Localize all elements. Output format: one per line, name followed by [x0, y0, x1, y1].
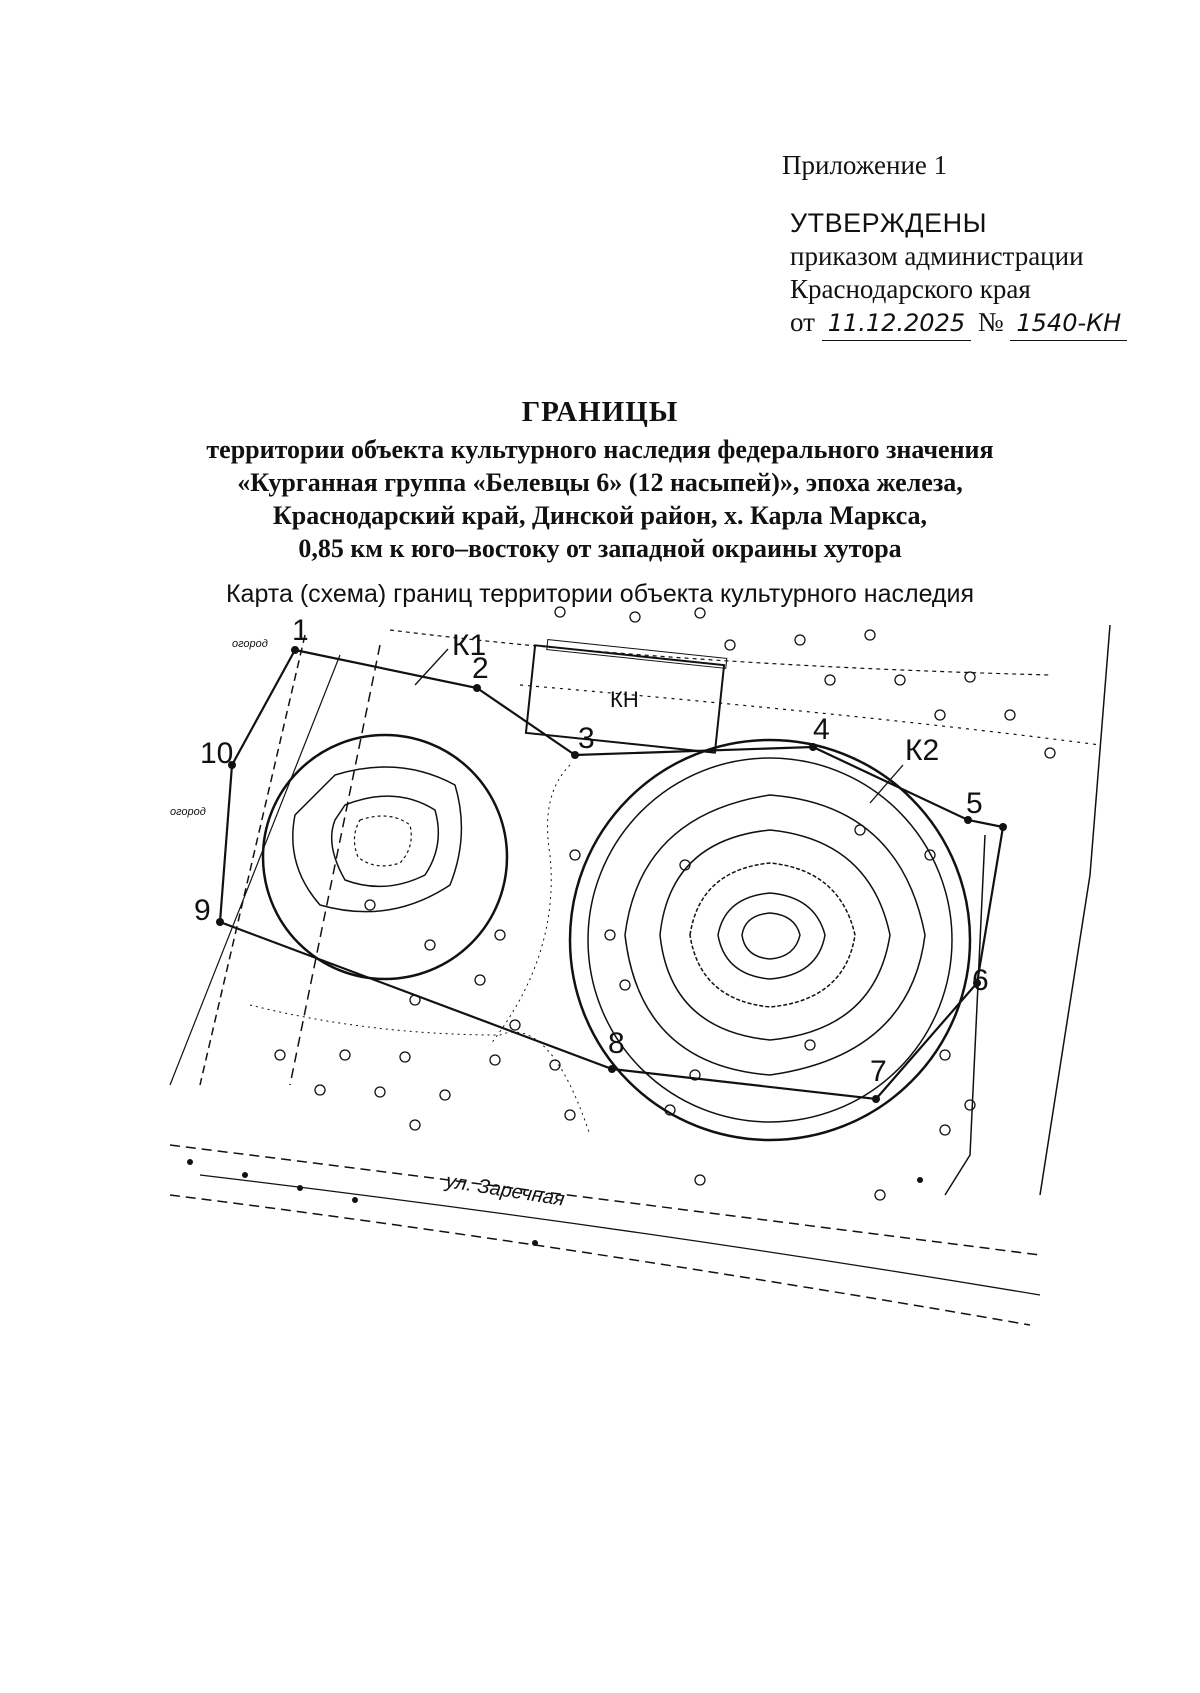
point-label-1: 1: [292, 614, 309, 647]
point-label-4: 4: [813, 713, 830, 746]
garden-label-2: огород: [170, 806, 206, 818]
mound-k2-label: К2: [905, 734, 940, 767]
point-label-3: 3: [578, 722, 595, 755]
date-number-line: [790, 306, 1127, 341]
title-line-3: Краснодарский край, Динской район, х. Карла Маркса,: [272, 501, 928, 530]
handwritten-number: 1540-КН: [1010, 307, 1127, 341]
east-fence: [1040, 625, 1110, 1195]
point-label-7: 7: [870, 1055, 887, 1088]
approved-heading: УТВЕРЖДЕНЫ: [790, 208, 987, 238]
boundary-map: [170, 614, 1140, 1365]
mound-k1-label: К1: [452, 629, 487, 662]
mound-k1-contour-1: [293, 767, 462, 912]
mound-k2-contour-2: [625, 795, 925, 1075]
east-fence-2: [945, 835, 985, 1195]
point-label-2: 2: [472, 652, 489, 685]
mound-k1-boundary: [263, 735, 507, 979]
path-dotted-1: [490, 765, 570, 1045]
date-prefix: от: [790, 307, 815, 337]
approved-line-1: приказом администрации: [790, 241, 1084, 271]
garden-label-1: огород: [232, 638, 268, 650]
mound-k2-contour-5: [718, 893, 825, 979]
title-line-1: территории объекта культурного наследия федерального значения: [206, 435, 994, 464]
point-label-10: 10: [200, 737, 234, 770]
point-label-8: 8: [608, 1027, 625, 1060]
document-title: [0, 396, 1200, 565]
map-caption: Карта (схема) границ территории объекта культурного наследия: [225, 580, 975, 608]
mound-k2-contour-6: [742, 913, 800, 959]
mound-k2-contour-1: [588, 758, 952, 1122]
mound-k1-contour-2: [332, 796, 439, 886]
mound-k2-contour-4: [690, 863, 855, 1007]
road-edge-west-2: [290, 645, 380, 1085]
street-edge-north: [170, 1145, 1040, 1255]
appendix-label: Приложение 1: [782, 150, 948, 180]
field-edge-north-2: [520, 685, 1100, 745]
mound-k1-contour-3: [354, 816, 411, 866]
title-line-2: «Курганная группа «Белевцы 6» (12 насыпей)», эпоха железа,: [237, 468, 963, 497]
street-line: [200, 1175, 1040, 1295]
title-main: ГРАНИЦЫ: [521, 396, 679, 428]
road-edge-west: [200, 635, 305, 1085]
west-fence: [170, 655, 340, 1085]
approved-line-2: Краснодарского края: [790, 274, 1031, 304]
title-line-4: 0,85 км к юго–востоку от западной окраины хутора: [298, 534, 902, 563]
point-label-9: 9: [194, 894, 211, 927]
number-prefix: №: [977, 307, 1004, 337]
building-label: КН: [610, 687, 639, 712]
point-label-5: 5: [966, 787, 983, 820]
approval-block: [790, 207, 1127, 341]
street-label: ул. Заречная: [444, 1170, 567, 1211]
handwritten-date: 11.12.2025: [822, 307, 971, 341]
tree-symbols: [275, 607, 1055, 1200]
point-label-6: 6: [972, 964, 989, 997]
path-dotted-2: [250, 1005, 590, 1135]
mound-k2-boundary: [570, 740, 970, 1140]
street-edge-south: [170, 1195, 1030, 1325]
